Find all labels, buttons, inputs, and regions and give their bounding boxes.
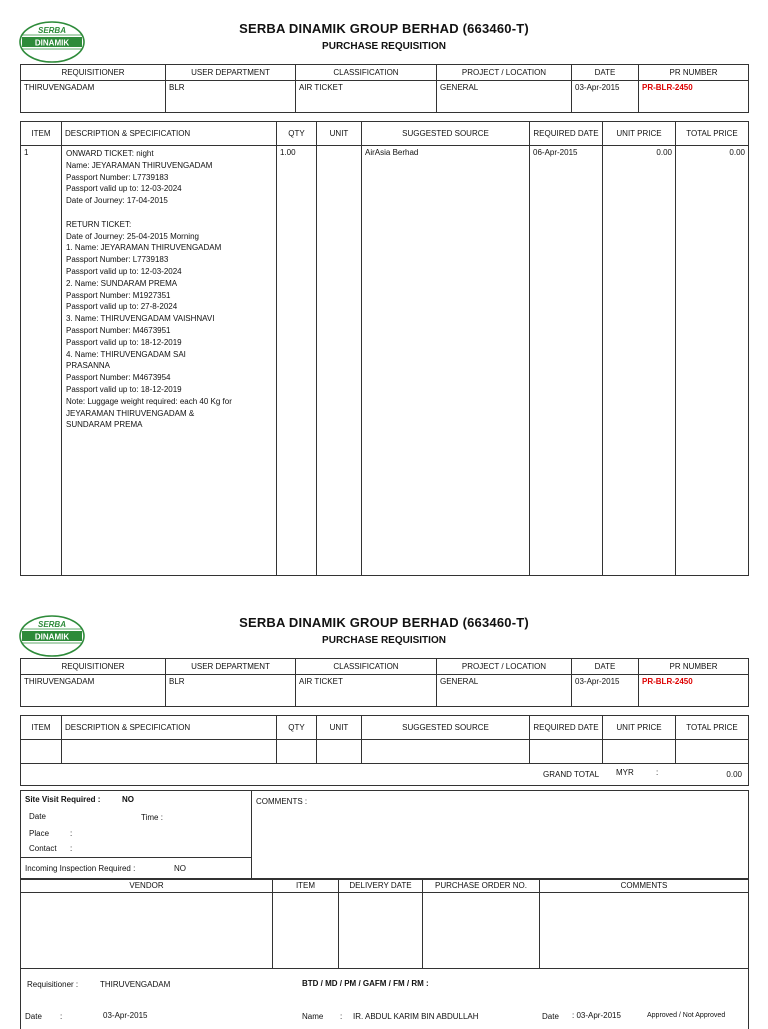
description-line: JEYARAMAN THIRUVENGADAM & [66,408,195,418]
approver-date-value: : 03-Apr-2015 [572,1011,621,1020]
header-vendor-item: ITEM [273,879,339,893]
description-line: Passport valid up to: 27-8-2024 [66,302,178,312]
approver-name-colon: : [340,1012,343,1021]
description-line: Passport Number: L7739183 [66,172,169,182]
description-line: SUNDARAM PREMA [66,420,143,430]
footer-date-label: Date [25,1012,42,1021]
header-classification: CLASSIFICATION [296,65,437,81]
empty-cell [603,740,676,764]
header-suggested-source: SUGGESTED SOURCE [362,716,530,740]
header-required-date: REQUIRED DATE [530,122,603,146]
header-pr-number: PR NUMBER [639,659,749,675]
header-vendor: VENDOR [21,879,273,893]
contact-label: Contact [29,844,57,853]
empty-cell [317,740,362,764]
empty-cell [423,893,540,969]
header-classification: CLASSIFICATION [296,659,437,675]
pr-number-value: PR-BLR-2450 [639,81,749,113]
header-item: ITEM [21,122,62,146]
description-line: Passport valid up to: 18-12-2019 [66,384,182,394]
header-requisitioner: REQUISITIONER [21,65,166,81]
description-line: PRASANNA [66,361,111,371]
description-line: 2. Name: SUNDARAM PREMA [66,278,178,288]
description-line: Passport Number: M4673951 [66,325,171,335]
description-line: Passport valid up to: 12-03-2024 [66,184,182,194]
description-line: Note: Luggage weight required: each 40 Kg for [66,396,232,406]
item-source: AirAsia Berhad [362,146,530,576]
header-pr-number: PR NUMBER [639,65,749,81]
document-title: PURCHASE REQUISITION [322,41,446,52]
logo-text-top: SERBA [37,26,67,35]
header-date: DATE [572,65,639,81]
header-unit: UNIT [317,122,362,146]
grand-total-row [20,763,749,786]
empty-cell [530,740,603,764]
project-value: GENERAL [437,675,572,707]
contact-colon: : [70,844,73,853]
description-line: Passport Number: M4673954 [66,373,171,383]
grand-total-currency: MYR [616,768,634,777]
approver-date-label: Date [542,1012,559,1021]
item-total-price: 0.00 [676,146,749,576]
header-unit-price: UNIT PRICE [603,122,676,146]
description-line: 1. Name: JEYARAMAN THIRUVENGADAM [66,243,222,253]
item-qty: 1.00 [277,146,317,576]
vendor-table [20,878,749,969]
header-requisitioner: REQUISITIONER [21,659,166,675]
incoming-inspection-value: NO [174,864,186,873]
date-value: 03-Apr-2015 [572,81,639,113]
description-line: Date of Journey: 25-04-2015 Morning [66,231,199,241]
items-table [20,715,749,764]
approver-label: BTD / MD / PM / GAFM / FM / RM : [302,979,429,988]
classification-value: AIR TICKET [296,81,437,113]
place-label: Place [29,829,50,838]
empty-cell [273,893,339,969]
empty-cell [21,740,62,764]
header-qty: QTY [277,122,317,146]
pr-number-value: PR-BLR-2450 [639,675,749,707]
date-value: 03-Apr-2015 [572,675,639,707]
place-colon: : [70,829,73,838]
item-unit [317,146,362,576]
logo-text-bottom: DINAMIK [34,38,70,48]
description-line: Date of Journey: 17-04-2015 [66,196,168,206]
approver-name: IR. ABDUL KARIM BIN ABDULLAH [353,1012,479,1021]
header-item: ITEM [21,716,62,740]
footer-date-value: 03-Apr-2015 [103,1011,148,1020]
requisitioner-label: Requisitioner : [27,980,79,989]
description-line: Passport valid up to: 18-12-2019 [66,337,182,347]
company-name: SERBA DINAMIK GROUP BERHAD (663460-T) [239,21,529,36]
item-unit-price: 0.00 [603,146,676,576]
header-suggested-source: SUGGESTED SOURCE [362,122,530,146]
document-title: PURCHASE REQUISITION [322,635,446,646]
header-qty: QTY [277,716,317,740]
description-line: Passport Number: L7739183 [66,255,169,265]
description-line: Passport valid up to: 12-03-2024 [66,266,182,276]
description-line: Name: JEYARAMAN THIRUVENGADAM [66,160,213,170]
header-total-price: TOTAL PRICE [676,122,749,146]
department-value: BLR [166,675,296,707]
item-required-date: 06-Apr-2015 [530,146,603,576]
description-line: ONWARD TICKET: night [66,149,154,158]
requisition-info-table [20,658,749,707]
header-project-location: PROJECT / LOCATION [437,65,572,81]
empty-cell [277,740,317,764]
comments-divider [251,790,252,878]
logo-text-top: SERBA [37,620,67,629]
comments-label: COMMENTS : [256,797,308,806]
requisitioner-name: THIRUVENGADAM [100,980,171,989]
site-visit-label: Site Visit Required : [25,795,101,804]
header-po-number: PURCHASE ORDER NO. [423,879,540,893]
header-required-date: REQUIRED DATE [530,716,603,740]
requisitioner-value: THIRUVENGADAM [21,81,166,113]
project-value: GENERAL [437,81,572,113]
incoming-inspection-label: Incoming Inspection Required : [25,864,136,873]
header-project-location: PROJECT / LOCATION [437,659,572,675]
grand-total-colon: : [656,768,659,777]
description-line: 4. Name: THIRUVENGADAM SAI [66,349,186,359]
grand-total-label: GRAND TOTAL [543,770,600,779]
header-unit-price: UNIT PRICE [603,716,676,740]
empty-cell [676,740,749,764]
empty-cell [540,893,749,969]
site-visit-value: NO [122,795,134,804]
incoming-divider [20,857,251,858]
header-vendor-comments: COMMENTS [540,879,749,893]
items-table [20,121,749,576]
empty-cell [62,740,277,764]
header-unit: UNIT [317,716,362,740]
header-description: DESCRIPTION & SPECIFICATION [62,122,277,146]
empty-cell [21,893,273,969]
approver-name-label: Name [302,1012,324,1021]
item-description [62,146,277,576]
empty-cell [362,740,530,764]
header-user-department: USER DEPARTMENT [166,65,296,81]
time-label: Time : [141,813,163,822]
requisition-info-table [20,64,749,113]
description-line: Passport Number: M1927351 [66,290,171,300]
empty-cell [339,893,423,969]
item-number: 1 [21,146,62,576]
grand-total-amount: 0.00 [726,770,742,779]
description-line [66,207,273,219]
company-name: SERBA DINAMIK GROUP BERHAD (663460-T) [239,615,529,630]
description-line: RETURN TICKET: [66,219,132,229]
header-delivery-date: DELIVERY DATE [339,879,423,893]
classification-value: AIR TICKET [296,675,437,707]
description-line: 3. Name: THIRUVENGADAM VAISHNAVI [66,314,215,324]
header-total-price: TOTAL PRICE [676,716,749,740]
approval-status: Approved / Not Approved [647,1012,726,1019]
logo-text-bottom: DINAMIK [34,632,70,642]
requisitioner-value: THIRUVENGADAM [21,675,166,707]
header-date: DATE [572,659,639,675]
date-label: Date [29,812,46,821]
department-value: BLR [166,81,296,113]
footer-date-colon: : [60,1012,63,1021]
header-user-department: USER DEPARTMENT [166,659,296,675]
header-description: DESCRIPTION & SPECIFICATION [62,716,277,740]
